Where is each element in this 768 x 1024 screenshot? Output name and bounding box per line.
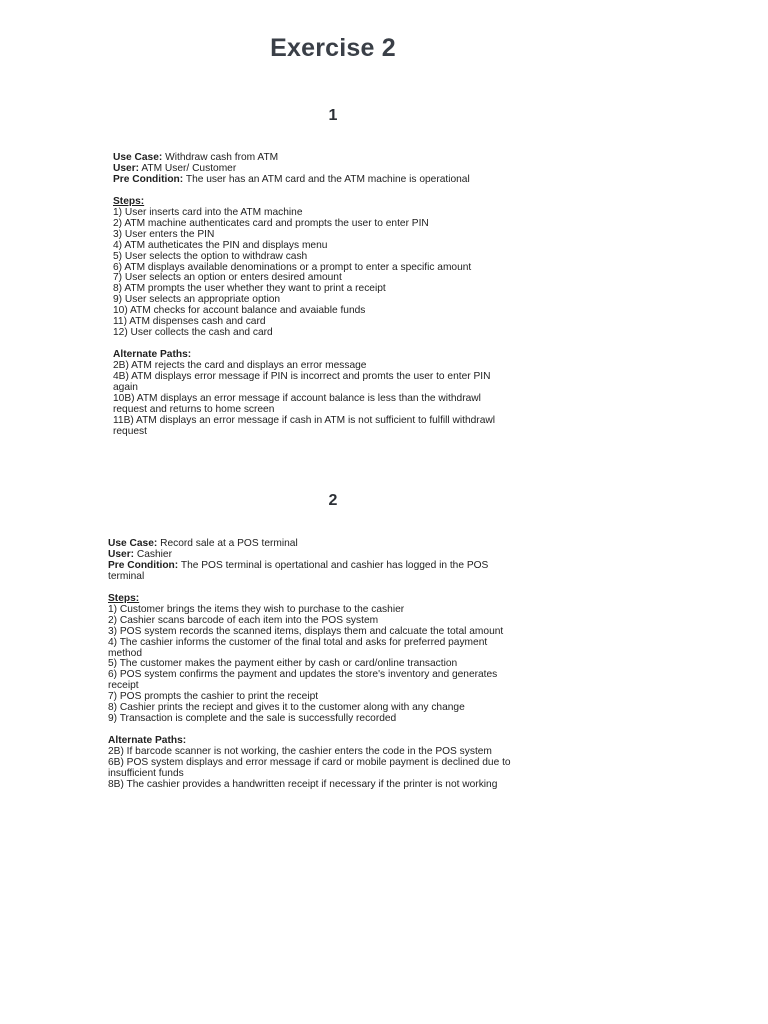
- use-case-block-atm: [113, 153, 495, 438]
- step-item: 10) ATM checks for account balance and avaiable funds: [113, 305, 366, 317]
- step-item: 3) User enters the PIN: [113, 228, 215, 240]
- precondition-label: Pre Condition:: [113, 173, 184, 185]
- step-item-cont: receipt: [108, 680, 139, 692]
- step-item: 1) User inserts card into the ATM machine: [113, 206, 303, 218]
- step-item: 2) Cashier scans barcode of each item into the POS system: [108, 614, 379, 626]
- precondition-value: The user has an ATM card and the ATM machine is operational: [185, 173, 470, 185]
- step-item: 2) ATM machine authenticates card and prompts the user to enter PIN: [113, 217, 429, 229]
- alternate-path-item: 6B) POS system displays and error message if card or mobile payment is declined due to: [108, 757, 511, 769]
- use-case-label: Use Case:: [113, 152, 163, 163]
- alternate-path-item-cont: insufficient funds: [108, 767, 184, 779]
- step-item: 7) User selects an option or enters desired amount: [113, 272, 342, 284]
- section-number: 2: [328, 492, 338, 509]
- step-item: 7) POS prompts the cashier to print the receipt: [108, 691, 319, 703]
- alternate-paths-heading: Alternate Paths:: [108, 735, 187, 747]
- use-case-value: Record sale at a POS terminal: [160, 538, 298, 549]
- section-number: 1: [328, 107, 338, 124]
- step-item: 12) User collects the cash and card: [113, 327, 273, 339]
- alternate-path-item: 11B) ATM displays an error message if cash in ATM is not sufficient to fulfill withdrawl: [113, 414, 495, 426]
- precondition-cont: terminal: [108, 570, 145, 582]
- step-item: 1) Customer brings the items they wish to purchase to the cashier: [108, 603, 405, 615]
- step-item: 6) ATM displays available denominations or a prompt to enter a specific amount: [113, 261, 472, 273]
- step-item: 8) Cashier prints the reciept and gives it to the customer along with any change: [108, 702, 465, 714]
- step-item: 9) User selects an appropriate option: [113, 294, 281, 306]
- step-item: 9) Transaction is complete and the sale is successfully recorded: [108, 713, 397, 725]
- alternate-paths-heading: Alternate Paths:: [113, 349, 192, 361]
- steps-heading: Steps:: [113, 195, 145, 207]
- precondition-label: Pre Condition:: [108, 559, 179, 571]
- alternate-path-item-cont: request and returns to home screen: [113, 403, 275, 415]
- user-value: ATM User/ Customer: [141, 162, 237, 174]
- alternate-path-item-cont: request: [113, 425, 147, 437]
- use-case-value: Withdraw cash from ATM: [165, 152, 279, 163]
- user-label: User:: [113, 162, 140, 174]
- step-item: 6) POS system confirms the payment and updates the store's inventory and generates: [108, 669, 498, 681]
- page-title: Exercise 2: [270, 34, 396, 62]
- alternate-path-item: 8B) The cashier provides a handwritten receipt if necessary if the printer is not working: [108, 778, 498, 790]
- step-item-cont: method: [108, 647, 142, 659]
- step-item: 8) ATM prompts the user whether they want to print a receipt: [113, 283, 386, 295]
- use-case-block-pos: [108, 539, 511, 791]
- alternate-path-item: 2B) If barcode scanner is not working, the cashier enters the code in the POS system: [108, 746, 492, 758]
- precondition-line: [108, 561, 511, 572]
- step-item: 3) POS system records the scanned items, displays them and calcuate the total amount: [108, 625, 504, 637]
- precondition-line: [113, 175, 495, 186]
- step-item: 5) User selects the option to withdraw cash: [113, 250, 308, 262]
- alternate-path-item: 4B) ATM displays error message if PIN is incorrect and promts the user to enter PIN: [113, 371, 491, 383]
- step-item: 11) ATM dispenses cash and card: [113, 316, 266, 328]
- alternate-path-item: 2B) ATM rejects the card and displays an error message: [113, 360, 367, 372]
- alternate-path-item: 10B) ATM displays an error message if account balance is less than the withdrawl: [113, 392, 481, 404]
- use-case-label: Use Case:: [108, 538, 158, 549]
- precondition-value: The POS terminal is opertational and cashier has logged in the POS: [180, 559, 489, 571]
- user-label: User:: [108, 548, 135, 560]
- alternate-path-item-cont: again: [113, 381, 138, 393]
- steps-heading: Steps:: [108, 592, 140, 604]
- user-value: Cashier: [136, 548, 172, 560]
- step-item: 4) ATM autheticates the PIN and displays menu: [113, 239, 328, 251]
- step-item: 4) The cashier informs the customer of the final total and asks for preferred payment: [108, 636, 488, 648]
- step-item: 5) The customer makes the payment either by cash or card/online transaction: [108, 658, 458, 670]
